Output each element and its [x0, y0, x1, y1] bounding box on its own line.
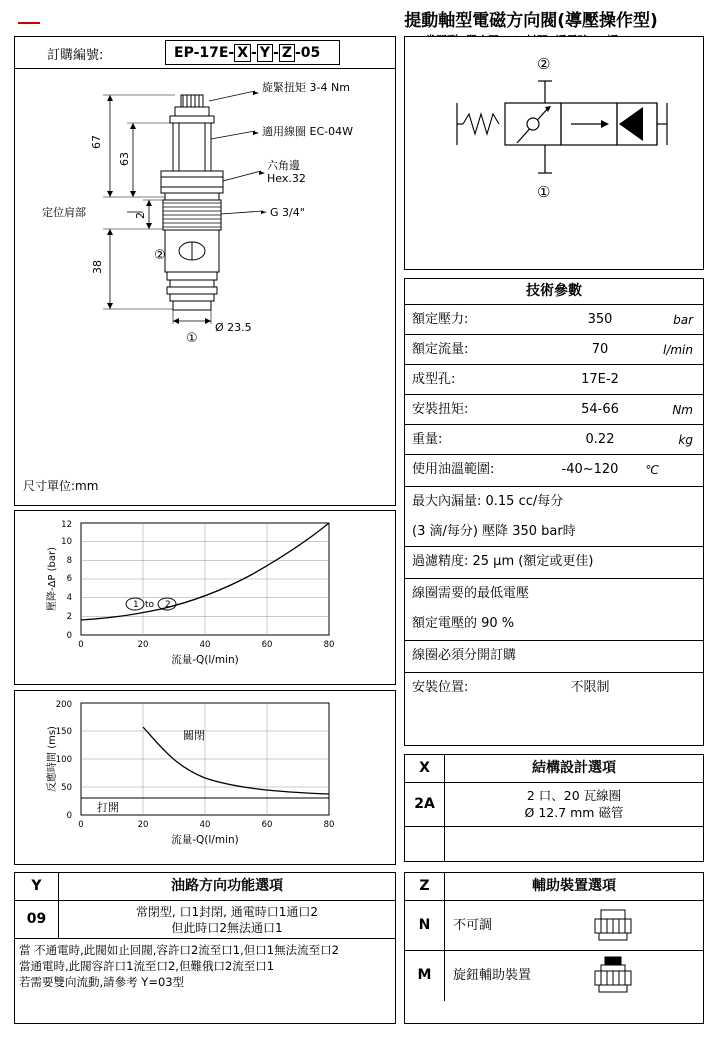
spec-value: 54-66	[581, 402, 619, 417]
svg-text:200: 200	[55, 700, 72, 710]
svg-text:10: 10	[61, 537, 72, 547]
response-time-chart	[14, 690, 396, 865]
x-table-empty-row	[405, 827, 703, 862]
x-col-code: X	[405, 755, 445, 782]
knob-adjuster-icon	[583, 956, 643, 996]
y-col-title: 油路方向功能選項	[171, 878, 283, 894]
svg-text:2: 2	[66, 612, 72, 622]
svg-text:60: 60	[261, 640, 273, 650]
x-option-table	[404, 754, 704, 862]
adjuster-cap-icon	[583, 906, 643, 944]
svg-text:0: 0	[78, 820, 84, 830]
svg-text:50: 50	[61, 783, 72, 793]
y-table-row	[15, 901, 395, 939]
specifications-table	[404, 278, 704, 746]
order-code-y: Y	[257, 44, 273, 62]
chart2-label-open: 打開	[97, 801, 119, 814]
unit-note: 尺寸單位:mm	[23, 479, 99, 493]
order-code-row	[15, 37, 395, 69]
svg-text:20: 20	[137, 820, 149, 830]
y-row-desc-line2: 但此時口2無法通口1	[171, 921, 283, 935]
spec-key: 額定壓力:	[412, 312, 469, 327]
spec-text: 額定電壓的 90 %	[412, 616, 515, 631]
svg-text:40: 40	[199, 640, 211, 650]
y-option-table	[14, 872, 396, 1024]
y-table-header	[15, 873, 395, 901]
z-col-code: Z	[405, 873, 445, 900]
hydraulic-symbol-panel	[404, 36, 704, 270]
order-code-box	[165, 40, 340, 65]
y-row-code: 09	[15, 901, 59, 938]
spec-key: 額定流量:	[412, 342, 469, 357]
y-note-3: 若需要雙向流動,請參考 Y=03型	[19, 975, 185, 989]
dim-2: 2	[134, 212, 147, 219]
svg-text:to: to	[145, 600, 155, 610]
port-2-label: ②	[154, 248, 166, 263]
callout-torque: 旋緊扭矩 3-4 Nm	[262, 81, 350, 94]
page-title: 提動軸型電磁方向閥(導壓操作型)	[404, 11, 658, 31]
spec-row-rated-flow	[405, 335, 703, 365]
spec-unit: bar	[673, 313, 693, 327]
svg-text:8: 8	[66, 556, 72, 566]
svg-text:40: 40	[199, 820, 211, 830]
callout-coil: 適用線圈 EC-04W	[262, 125, 353, 138]
order-code-value: EP-17E- X - Y - Z -05	[174, 45, 321, 61]
svg-text:0: 0	[78, 640, 84, 650]
spec-key: 重量:	[412, 432, 443, 447]
z-row-code: M	[405, 951, 445, 1001]
spec-text: (3 滴/每分) 壓降 350 bar時	[412, 524, 576, 539]
spec-row-cavity	[405, 365, 703, 395]
svg-text:0: 0	[66, 631, 72, 641]
callout-hex2: Hex.32	[267, 172, 306, 185]
cartridge-valve-drawing	[15, 69, 395, 474]
svg-text:20: 20	[137, 640, 149, 650]
spec-text: 過濾精度: 25 µm (額定或更佳)	[412, 554, 594, 569]
spec-key: 安裝扭矩:	[412, 402, 469, 417]
order-code-suffix: -05	[294, 45, 321, 61]
spec-text: 線圈需要的最低電壓	[412, 586, 530, 601]
chart2-label-close: 關閉	[183, 729, 205, 742]
spec-value: 不限制	[570, 680, 610, 695]
svg-text:1: 1	[133, 600, 139, 610]
chart2-xlabel: 流量-Q(l/min)	[171, 834, 239, 846]
spec-unit: kg	[678, 433, 693, 447]
x-row-desc-line1: 2 口、20 瓦線圈	[526, 788, 622, 803]
callout-shoulder: 定位肩部	[42, 206, 86, 219]
svg-text:12: 12	[61, 520, 72, 530]
svg-text:2: 2	[165, 600, 171, 610]
pressure-drop-chart	[14, 510, 396, 685]
spec-unit: Nm	[672, 403, 693, 417]
spec-value: 70	[591, 342, 609, 357]
y-note-2: 當通電時,此閥容許口1流至口2,但難俄口2流至口1	[19, 959, 275, 973]
svg-text:0: 0	[66, 811, 72, 821]
response-time-chart-svg	[15, 691, 395, 864]
z-table-row-m	[405, 951, 703, 1001]
pressure-drop-chart-svg	[15, 511, 395, 684]
z-option-table	[404, 872, 704, 1024]
x-row-code: 2A	[405, 783, 445, 826]
dim-67: 67	[90, 135, 103, 149]
dim-38: 38	[91, 260, 104, 274]
spec-key: 成型孔:	[412, 372, 456, 387]
z-row-label: 旋鈕輔助裝置	[453, 968, 532, 983]
order-code-x: X	[234, 44, 251, 62]
order-code-z: Z	[279, 44, 295, 62]
spec-row-leakage-2	[405, 517, 703, 547]
svg-text:100: 100	[55, 755, 72, 765]
svg-text:80: 80	[323, 640, 335, 650]
spec-row-leakage-1	[405, 487, 703, 517]
x-row-desc	[445, 783, 703, 826]
y-row-desc-line1: 常閉型, 口1封閉, 通電時口1通口2	[135, 905, 319, 919]
drawing-panel	[14, 36, 396, 506]
spec-key: 使用油溫範圍:	[412, 462, 495, 477]
symbol-port-top: ②	[537, 55, 551, 73]
spec-unit: l/min	[662, 343, 693, 357]
z-table-row-n	[405, 901, 703, 951]
x-row-desc-line2: Ø 12.7 mm 磁管	[524, 805, 624, 820]
symbol-port-bottom: ①	[537, 183, 551, 201]
spec-row-coil-order	[405, 641, 703, 673]
z-table-header	[405, 873, 703, 901]
spec-row-filtration	[405, 547, 703, 579]
x-table-header	[405, 755, 703, 783]
spec-text: 線圈必須分開訂購	[412, 648, 517, 663]
chart1-ylabel: 壓降-ΔP (bar)	[47, 546, 58, 612]
chart1-xlabel: 流量-Q(l/min)	[171, 654, 239, 666]
y-col-code: Y	[15, 873, 59, 900]
callout-thread: G 3/4"	[270, 206, 305, 219]
svg-text:60: 60	[261, 820, 273, 830]
port-1-label: ①	[186, 331, 198, 346]
spec-title: 技術參數	[405, 279, 703, 305]
svg-text:4: 4	[66, 593, 72, 603]
x-col-title: 結構設計選項	[532, 760, 616, 776]
spec-row-min-voltage-1	[405, 579, 703, 609]
spec-row-rated-pressure	[405, 305, 703, 335]
spec-row-weight	[405, 425, 703, 455]
dim-diameter: Ø 23.5	[215, 321, 252, 334]
spec-text: 最大內漏量: 0.15 cc/每分	[412, 494, 564, 509]
dim-63: 63	[118, 152, 131, 166]
y-row-desc	[59, 901, 395, 938]
x-empty-code-cell	[405, 827, 445, 862]
hydraulic-symbol-svg	[405, 37, 703, 269]
spec-row-mounting	[405, 673, 703, 707]
spec-value: 350	[587, 312, 613, 327]
spec-row-install-torque	[405, 395, 703, 425]
spec-value: 0.22	[585, 432, 615, 447]
spec-unit: ℃	[645, 463, 659, 477]
x-table-row	[405, 783, 703, 827]
order-code-prefix: EP-17E-	[174, 45, 235, 61]
z-col-title: 輔助裝置選項	[532, 878, 616, 894]
spec-row-min-voltage-2	[405, 609, 703, 641]
z-row-label: 不可調	[453, 918, 493, 933]
chart2-ylabel: 反應時間 (ms)	[47, 726, 58, 792]
order-code-label: 訂購編號:	[47, 48, 104, 63]
callout-hex1: 六角邊	[267, 159, 300, 172]
spec-value: -40~120	[561, 462, 619, 477]
spec-key: 安裝位置:	[412, 680, 469, 695]
svg-text:150: 150	[55, 727, 72, 737]
svg-text:80: 80	[323, 820, 335, 830]
red-accent-line	[18, 22, 40, 24]
svg-text:6: 6	[66, 574, 72, 584]
spec-value: 17E-2	[581, 372, 619, 387]
y-note-1: 當 不通電時,此閥如止回閥,容許口2流至口1,但口1無法流至口2	[19, 943, 339, 957]
y-table-notes	[15, 939, 395, 993]
spec-row-oil-temp	[405, 455, 703, 487]
z-row-code: N	[405, 901, 445, 950]
